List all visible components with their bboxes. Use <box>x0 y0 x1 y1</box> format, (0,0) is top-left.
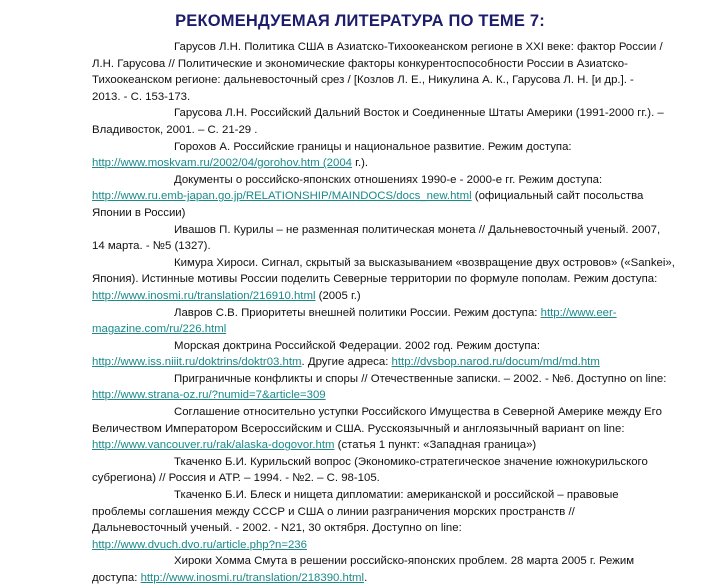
reference-line <box>92 122 712 139</box>
reference-text: (статья 1 пункт: «Западная граница») <box>334 439 537 452</box>
reference-entry <box>92 222 712 255</box>
reference-line <box>92 39 712 56</box>
reference-text: Соглашение относительно уступки Российского Имущества в Северной Америке между Его <box>174 406 662 419</box>
reference-line <box>92 155 712 172</box>
reference-link[interactable]: magazine.com/ru/226.html <box>92 323 227 336</box>
reference-link[interactable]: http://www.iss.niiit.ru/doktrins/doktr03.htm <box>92 356 302 369</box>
reference-line <box>92 437 712 454</box>
reference-text: Горохов А. Российские границы и национальное развитие. Режим доступа: <box>174 140 572 153</box>
reference-line <box>92 454 712 471</box>
reference-line <box>92 487 712 504</box>
reference-text: Гарусов Л.Н. Политика США в Азиатско-Тихоокеанском регионе в XXI веке: фактор России / <box>174 41 663 53</box>
reference-text: Л.Н. Гарусова // Политические и экономические факторы конкурентоспособности России в Азиатско- <box>92 57 628 70</box>
reference-text: г.). <box>352 157 369 170</box>
reference-line <box>92 404 712 421</box>
reference-line <box>92 537 712 554</box>
reference-link[interactable]: http://www.dvuch.dvo.ru/article.php?n=236 <box>92 538 307 551</box>
reference-entry <box>92 172 712 222</box>
reference-line <box>92 255 712 272</box>
reference-link[interactable]: http://www.inosmi.ru/translation/216910.html <box>92 289 316 302</box>
reference-text: Гарусова Л.Н. Российский Дальний Восток и Соединенные Штаты Америки (1991-2000 гг.). – <box>174 107 664 120</box>
reference-text: Документы о российско-японских отношениях 1990-е - 2000-е гг. Режим доступа: <box>174 173 603 186</box>
reference-text: Ткаченко Б.И. Блеск и нищета дипломатии: американской и российской – правовые <box>174 489 619 502</box>
reference-link[interactable]: http://www.vancouver.ru/rak/alaska-dogovor.htm <box>92 439 335 452</box>
reference-line <box>92 222 712 239</box>
reference-link[interactable]: http://www.inosmi.ru/translation/218390.html <box>140 572 365 584</box>
reference-link[interactable]: http://www.eer- <box>540 306 617 319</box>
reference-line <box>92 387 712 404</box>
reference-text: Хироки Хомма Смута в решении российско-японских проблем. 28 марта 2005 г. Режим <box>174 555 635 568</box>
reference-entry <box>92 105 712 138</box>
reference-text: (официальный сайт посольства <box>471 190 644 203</box>
reference-text: субрегиона) // Россия и АТР. – 1994. - №2. – С. 98-105. <box>92 472 380 485</box>
reference-entry <box>92 371 712 404</box>
reference-link[interactable]: http://www.ru.emb-japan.go.jp/RELATIONSHIP/MAINDOCS/docs_new.html <box>92 190 472 203</box>
reference-text: Ткаченко Б.И. Курильский вопрос (Экономико-стратегическое значение южнокурильского <box>174 455 648 468</box>
page-title: РЕКОМЕНДУЕМАЯ ЛИТЕРАТУРА ПО ТЕМЕ 7: <box>175 12 545 30</box>
reference-entry <box>92 454 712 487</box>
reference-line <box>92 139 712 156</box>
reference-entry <box>92 404 712 454</box>
reference-link[interactable]: http://www.moskvam.ru/2002/04/gorohov.htm (2004 <box>92 157 353 170</box>
reference-line <box>92 421 712 438</box>
reference-text: проблемы соглашения между СССР и США о линии разграничения морских пространств // <box>92 505 575 518</box>
reference-text: Дальневосточный ученый. - 2002. - N21, 30 октября. Доступно on line: <box>92 522 462 535</box>
reference-link[interactable]: http://dvsbop.narod.ru/docum/md/md.htm <box>391 356 600 369</box>
reference-list <box>92 39 712 587</box>
reference-line <box>92 105 712 122</box>
reference-text: Владивосток, 2001. – С. 21-29 . <box>92 123 258 136</box>
reference-line <box>92 321 712 338</box>
reference-text: 14 марта. - №5 (1327). <box>92 240 211 253</box>
reference-text: . Другие адреса: <box>301 356 392 369</box>
reference-line <box>92 504 712 521</box>
reference-line <box>92 56 712 73</box>
reference-line <box>92 371 712 388</box>
reference-text: доступа: <box>92 572 141 584</box>
reference-line <box>92 305 712 322</box>
reference-entry <box>92 553 712 586</box>
reference-line <box>92 338 712 355</box>
reference-text: 2013. - С. 153-173. <box>92 90 191 103</box>
reference-text: . <box>364 572 368 584</box>
reference-text: Японии в России) <box>92 206 186 219</box>
reference-link[interactable]: http://www.strana-oz.ru/?numid=7&article=309 <box>92 389 326 402</box>
reference-line <box>92 570 712 587</box>
reference-text: (2005 г.) <box>315 289 361 302</box>
reference-text: Ивашов П. Курилы – не разменная политическая монета // Дальневосточный ученый. 2007, <box>174 223 661 236</box>
reference-line <box>92 553 712 570</box>
reference-line <box>92 470 712 487</box>
reference-text: Морская доктрина Российской Федерации. 2002 год. Режим доступа: <box>174 339 541 352</box>
reference-line <box>92 72 712 89</box>
reference-entry <box>92 255 712 305</box>
reference-entry <box>92 305 712 338</box>
reference-text: Япония). Истинные мотивы России поделить Северные территории по формуле пополам. Режим доступа: <box>92 273 658 286</box>
reference-entry <box>92 39 712 105</box>
reference-text: Тихоокеанском регионе: дальневосточный срез / [Козлов Л. Е., Никулина А. К., Гарусова Л. Н. [и др.]. - <box>92 74 634 87</box>
reference-text: Кимура Хироси. Сигнал, скрытый за высказыванием «возвращение двух островов» («Sankei», <box>174 256 675 269</box>
reference-line <box>92 238 712 255</box>
reference-line <box>92 172 712 189</box>
reference-line <box>92 520 712 537</box>
reference-text: Величеством Императором Всероссийским и США. Русскоязычный и англоязычный вариант on line: <box>92 422 625 435</box>
reference-line <box>92 205 712 222</box>
reference-line <box>92 354 712 371</box>
reference-entry <box>92 139 712 172</box>
reference-line <box>92 271 712 288</box>
reference-text: Приграничные конфликты и споры // Отечественные записки. – 2002. - №6. Доступно on line: <box>174 372 667 385</box>
reference-line <box>92 89 712 106</box>
reference-entry <box>92 487 712 553</box>
reference-line <box>92 188 712 205</box>
reference-entry <box>92 338 712 371</box>
reference-line <box>92 288 712 305</box>
reference-text: Лавров С.В. Приоритеты внешней политики России. Режим доступа: <box>174 306 541 319</box>
